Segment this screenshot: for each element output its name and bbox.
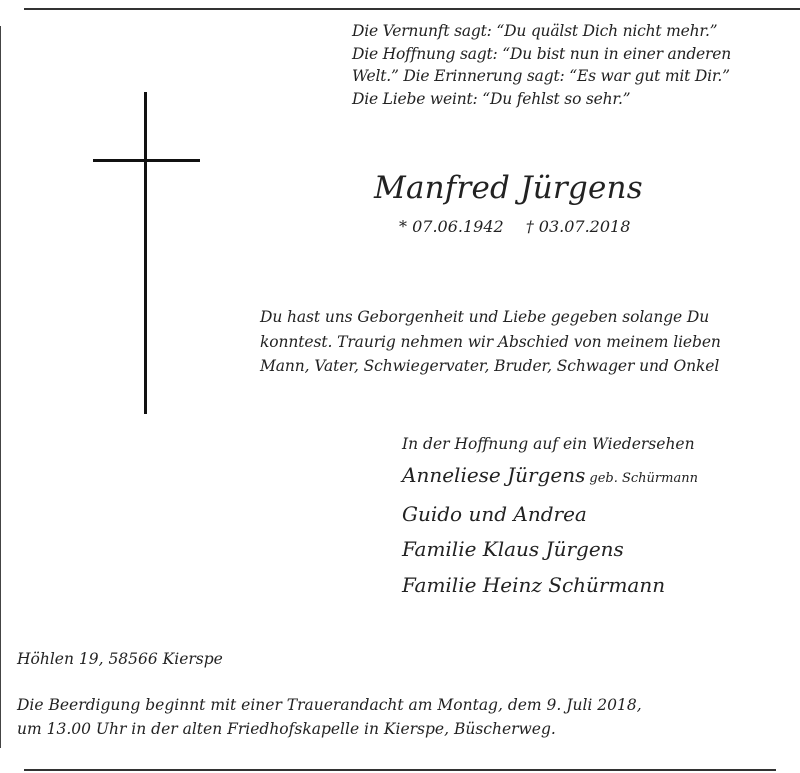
mourner-name: Familie Klaus Jürgens — [402, 537, 624, 561]
bottom-rule — [24, 769, 776, 771]
death-date: † 03.07.2018 — [525, 217, 631, 236]
cross-icon — [144, 92, 147, 414]
mourner-name: Familie Heinz Schürmann — [402, 572, 666, 597]
mourner-entry — [402, 458, 698, 497]
farewell-line: Mann, Vater, Schwiegervater, Bruder, Schwager und Onkel — [260, 357, 720, 375]
mourner-name: Guido und Andrea — [402, 501, 587, 526]
mourner-note: geb. Schürmann — [589, 471, 698, 486]
farewell-line: Du hast uns Geborgenheit und Liebe gegeben solange Du — [260, 308, 710, 326]
cross-icon-bar — [93, 159, 200, 162]
deceased-name: Manfred Jürgens — [374, 170, 643, 206]
life-dates — [399, 216, 630, 238]
birth-date: * 07.06.1942 — [399, 217, 504, 236]
farewell-text — [260, 305, 780, 379]
mourner-name: Anneliese Jürgens — [402, 463, 586, 487]
mourners-list — [402, 458, 698, 603]
poem-line: Die Liebe weint: “Du fehlst so sehr.” — [352, 89, 631, 108]
funeral-line: um 13.00 Uhr in der alten Friedhofskapelle in Kierspe, Büscherweg. — [17, 720, 556, 738]
mourner-entry — [402, 568, 698, 604]
poem-line: Welt.” Die Erinnerung sagt: “Es war gut mit Dir.” — [352, 67, 730, 85]
address: Höhlen 19, 58566 Kierspe — [17, 650, 223, 668]
mourners-intro: In der Hoffnung auf ein Wiedersehen — [402, 435, 695, 453]
funeral-info — [17, 693, 642, 741]
funeral-line: Die Beerdigung beginnt mit einer Trauerandacht am Montag, dem 9. Juli 2018, — [17, 696, 642, 714]
mourner-entry — [402, 497, 698, 533]
top-rule — [24, 8, 800, 10]
farewell-line: konntest. Traurig nehmen wir Abschied von meinem lieben — [260, 332, 721, 351]
mourner-entry — [402, 532, 698, 568]
poem-line: Die Hoffnung sagt: “Du bist nun in einer anderen — [352, 44, 731, 63]
left-border — [0, 26, 1, 748]
poem — [352, 20, 792, 110]
poem-line: Die Vernunft sagt: “Du quälst Dich nicht mehr.” — [352, 22, 718, 40]
